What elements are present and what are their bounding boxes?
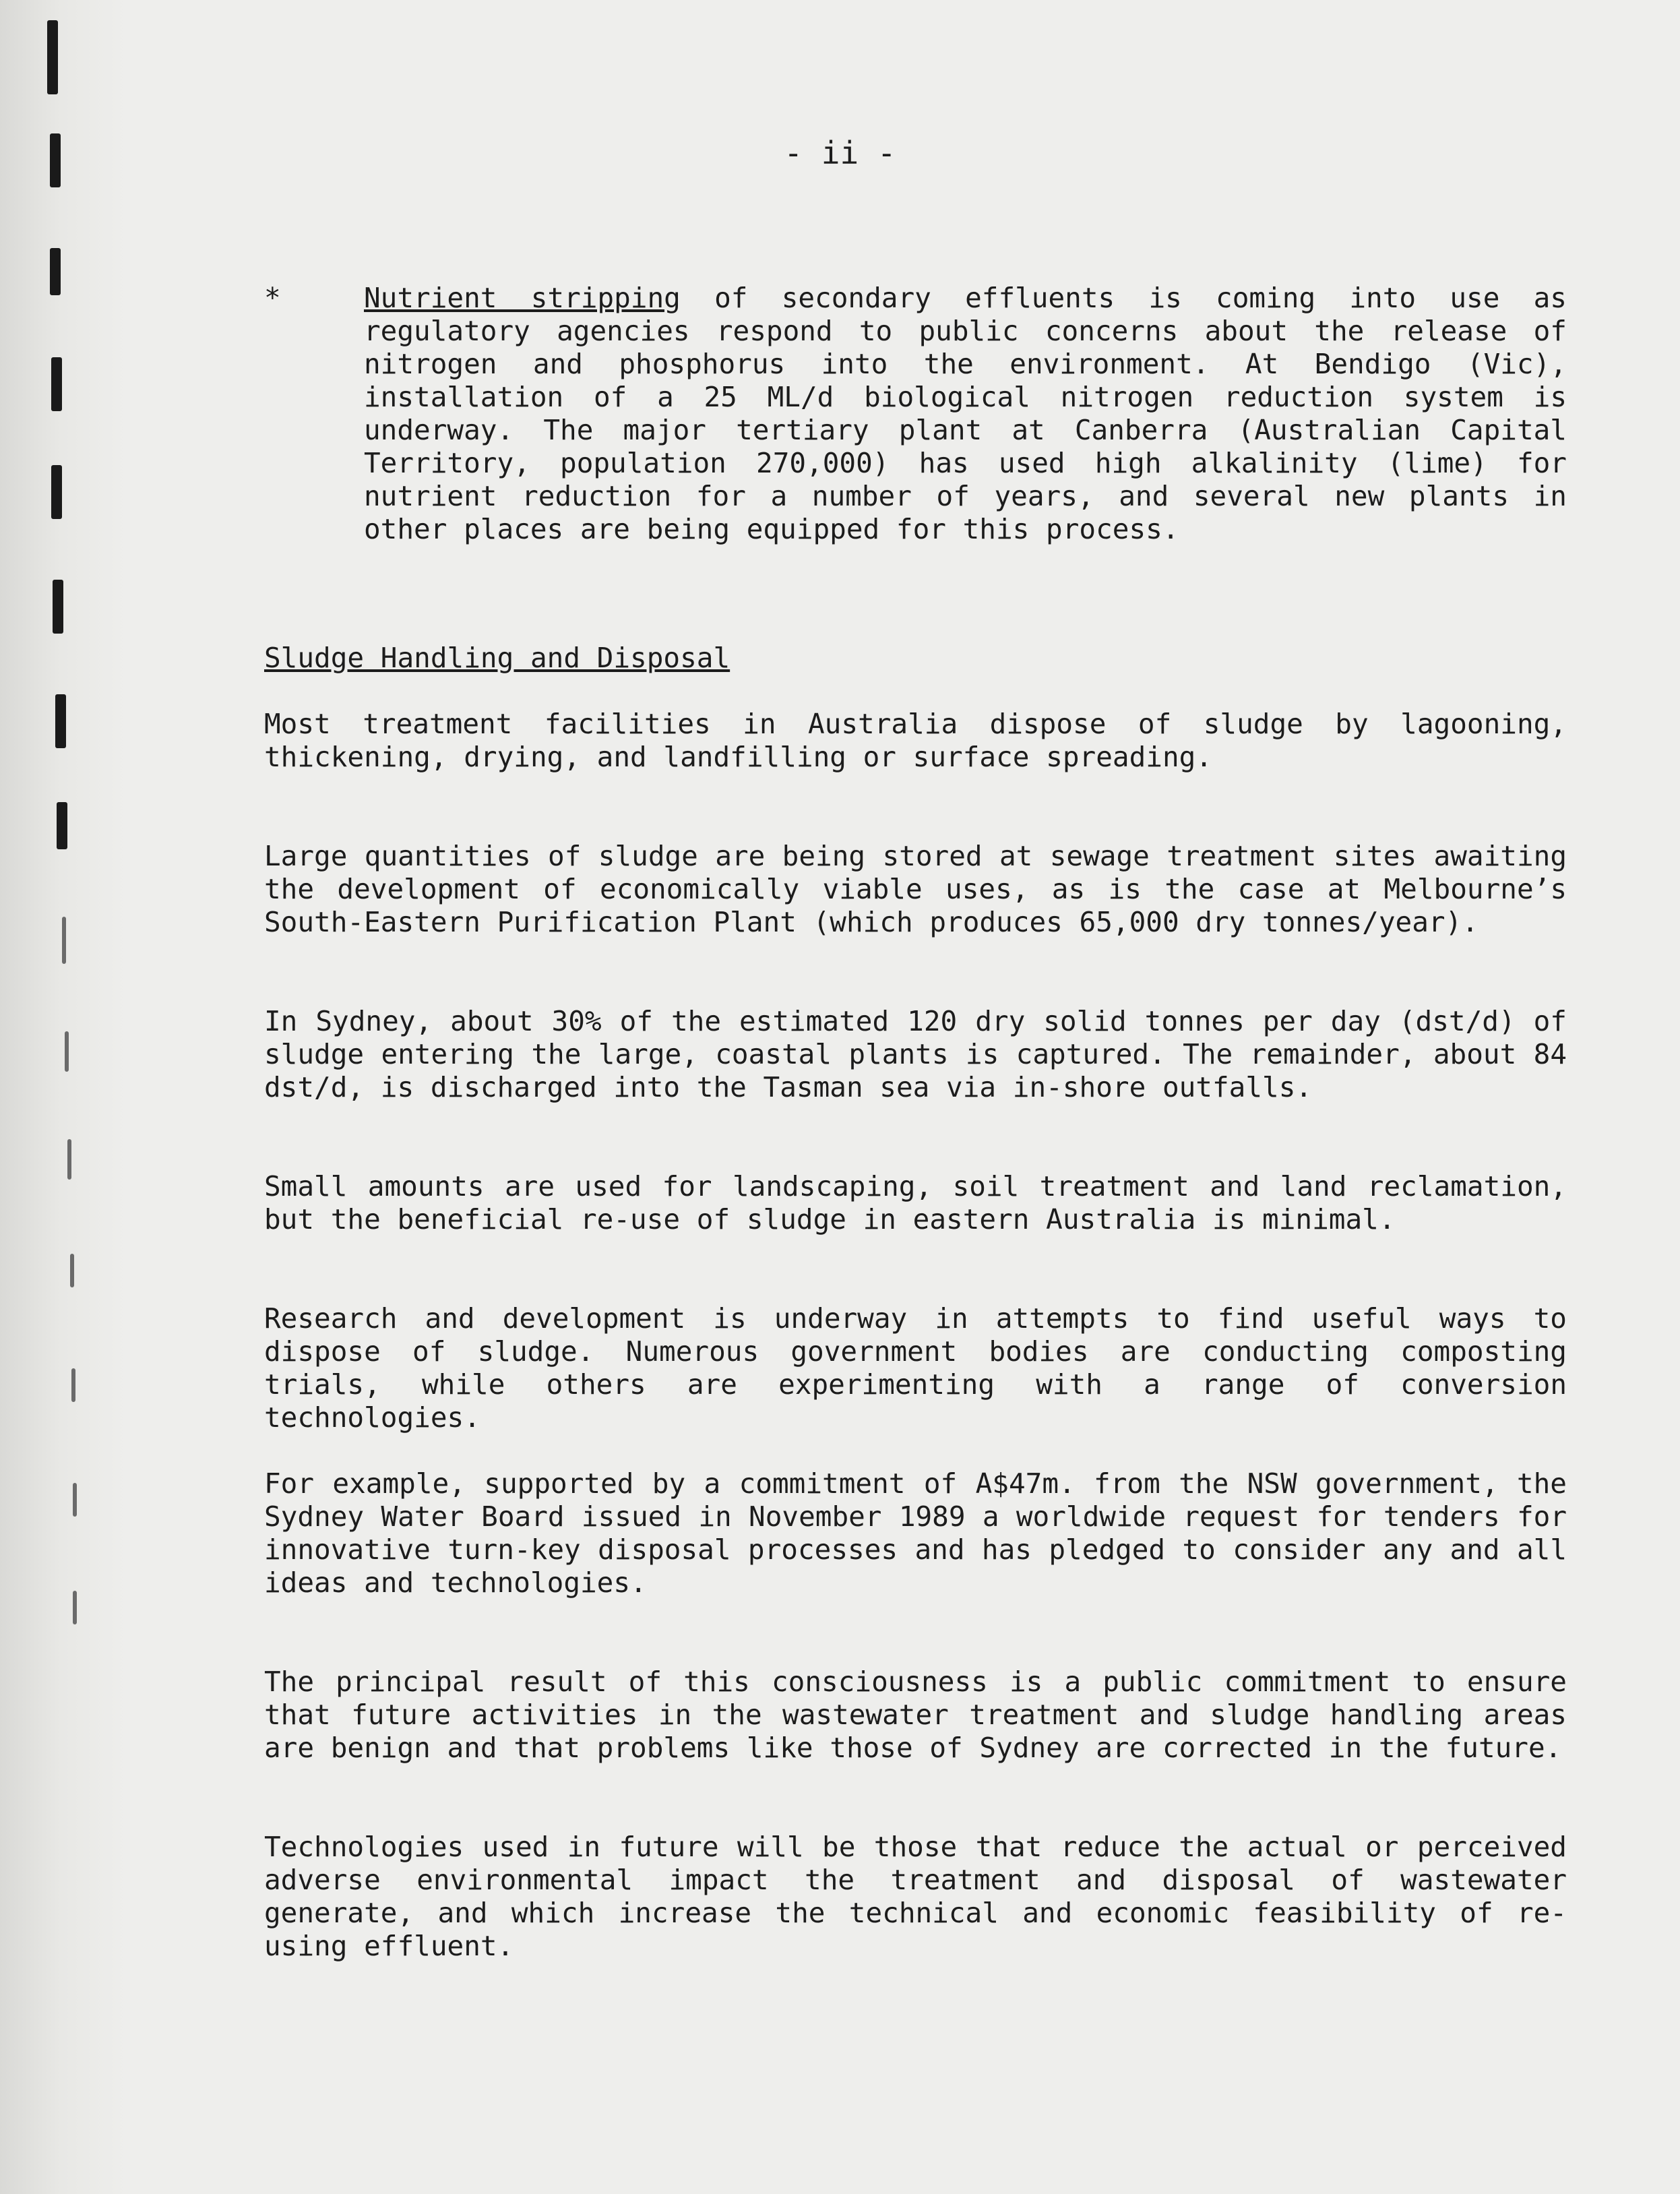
paragraph: Small amounts are used for landscaping, soil treatment and land reclamation, but the beneficial re-use of sludge in eastern Australia is minimal. [264,1170,1567,1236]
binding-hole [71,1368,75,1402]
paragraph: Research and development is underway in attempts to find useful ways to dispose of sludge. Numerous government bodies are conducting composting trials, while others are experimenting with a range of conversion technologies. [264,1302,1567,1434]
binding-hole [73,1591,77,1624]
binding-hole [73,1483,77,1517]
binding-margin [0,0,128,2194]
binding-hole [70,1254,74,1287]
binding-hole [62,917,66,964]
bullet-marker: * [264,282,281,314]
binding-hole [65,1031,69,1072]
paragraph: The principal result of this consciousness is a public commitment to ensure that future activities in the wastewater treatment and sludge handling areas are benign and that problems like those of Sydney are corrected in the future. [264,1666,1567,1764]
binding-hole [51,357,62,411]
binding-hole [55,694,66,748]
binding-hole [53,580,63,634]
paragraph: For example, supported by a commitment of A$47m. from the NSW government, the Sydney Water Board issued in November 1989 a worldwide request for tenders for innovative turn-key disposal processes and has pledged to consider any and all ideas and technologies. [264,1467,1567,1599]
bullet-text: of secondary effluents is coming into use as regulatory agencies respond to public concerns about the release of nitrogen and phosphorus into the environment. At Bendigo (Vic), installation of a 25 ML/d biological nitrogen reduction system is underway. The major tertiary plant at Canberra (Australian Capital Territory, population 270,000) has used high alkalinity (lime) for nutrient reduction for a number of years, and several new plants in other places are being equipped for this process. [364,282,1567,545]
binding-hole [67,1139,71,1180]
binding-hole [47,20,58,94]
paragraph: Large quantities of sludge are being stored at sewage treatment sites awaiting the development of economically viable uses, as is the case at Melbourne’s South-Eastern Purification Plant (which produces 65,000 dry tonnes/year). [264,840,1567,938]
paragraph: Most treatment facilities in Australia dispose of sludge by lagooning, thickening, drying, and landfilling or surface spreading. [264,708,1567,773]
bullet-term: Nutrient stripping [364,282,681,314]
bullet-paragraph [364,282,1567,546]
binding-hole [50,248,61,295]
section-heading: Sludge Handling and Disposal [264,642,730,674]
binding-hole [51,465,62,519]
paragraph: Technologies used in future will be those that reduce the actual or perceived adverse environmental impact the treatment and disposal of wastewater generate, and which increase the technical and economic feasibility of re-using effluent. [264,1831,1567,1962]
paragraph: In Sydney, about 30% of the estimated 120 dry solid tonnes per day (dst/d) of sludge entering the large, coastal plants is captured. The remainder, about 84 dst/d, is discharged into the Tasman sea via in-shore outfalls. [264,1005,1567,1103]
page-number: - ii - [784,135,896,171]
binding-hole [57,802,67,849]
